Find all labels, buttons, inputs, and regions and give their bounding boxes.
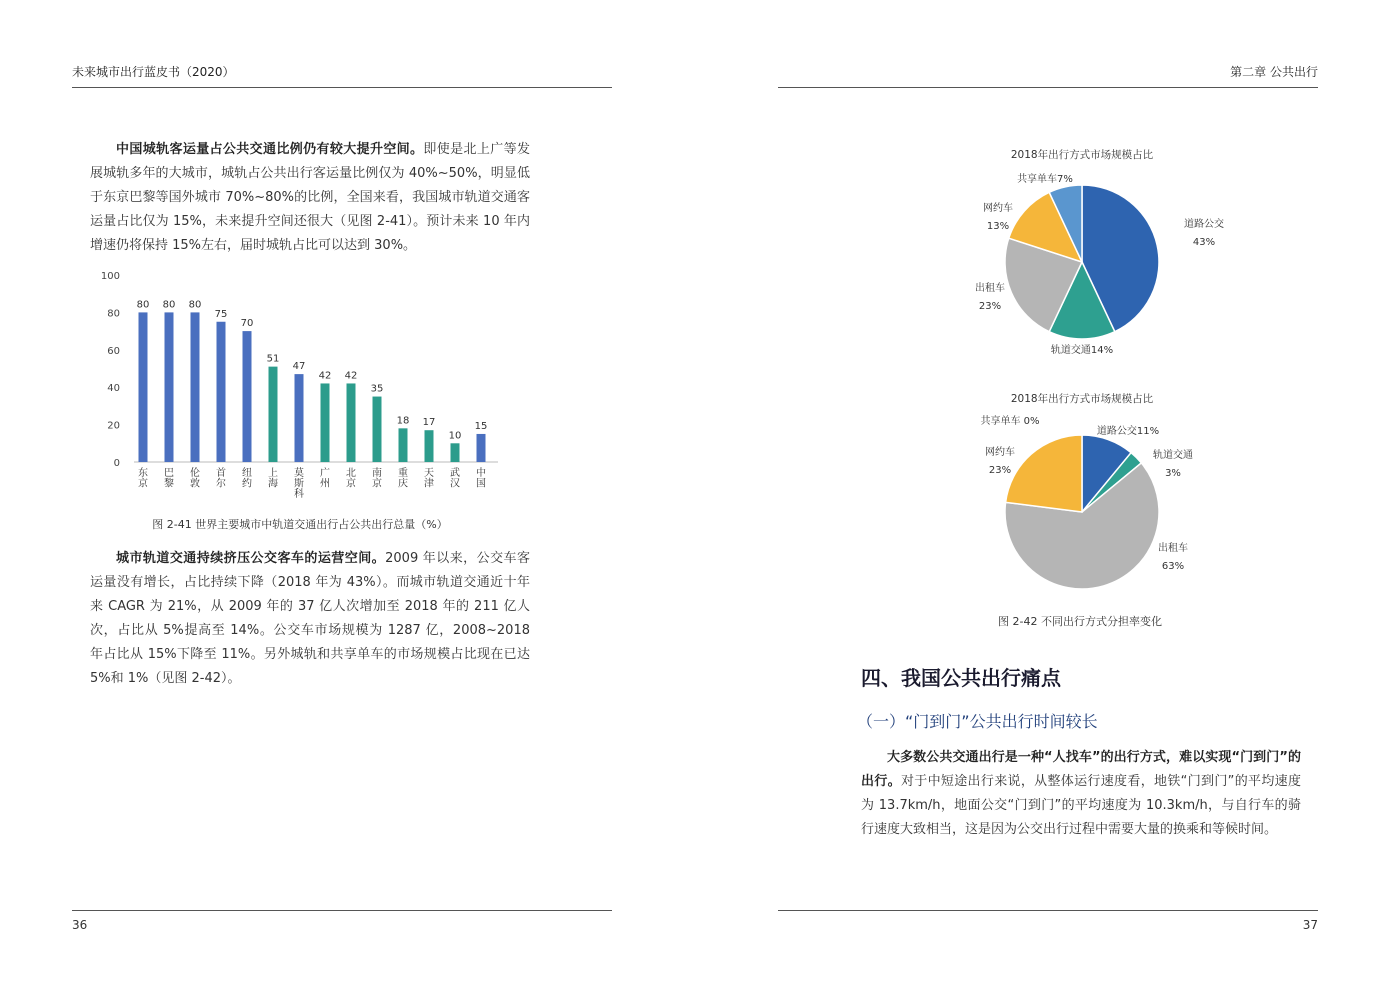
pie-slice-label: 共享单车7% bbox=[1017, 174, 1073, 185]
pie-slice-label: 网约车 13% bbox=[983, 203, 1013, 232]
y-tick-label: 80 bbox=[107, 308, 120, 320]
paragraph-2 bbox=[90, 547, 530, 691]
paragraph-2-lead: 城市轨道交通持续挤压公交客车的运营空间。 bbox=[116, 551, 386, 566]
figure-caption-2-42: 图 2-42 不同出行方式分担率变化 bbox=[998, 615, 1162, 628]
pie-slice-label: 道路公交11% bbox=[1096, 426, 1160, 437]
figure-caption-2-41: 图 2-41 世界主要城市中轨道交通出行占公共出行总量（%） bbox=[152, 518, 448, 531]
y-tick-label: 20 bbox=[107, 420, 120, 432]
pie-slice bbox=[1006, 435, 1082, 512]
bar bbox=[269, 367, 278, 462]
bar-value-label: 10 bbox=[448, 430, 462, 442]
subsection-title: （一）“门到门”公共出行时间较长 bbox=[857, 712, 1098, 731]
running-title: 第二章 公共出行 bbox=[1230, 65, 1318, 79]
pie-slice-label: 出租车 23% bbox=[975, 283, 1005, 312]
bar-value-label: 80 bbox=[136, 299, 150, 311]
paragraph-3-body: 对于中短途出行来说，从整体运行速度看，地铁“门到门”的平均速度为 13.7km/h，地面公交“门到门”的平均速度为 10.3km/h，与自行车的骑行速度大致相当，这是因为公交出行过程中需要大量的换乘和等候时间。 bbox=[861, 774, 1301, 837]
bar-value-label: 18 bbox=[396, 415, 410, 427]
bar bbox=[217, 322, 226, 462]
paragraph-1 bbox=[90, 138, 530, 258]
pie-slice-label: 轨道交通14% bbox=[1050, 345, 1114, 356]
paragraph-1-body: 即使是北上广等发展城轨多年的大城市，城轨占公共出行客运量比例仅为 40%~50%，明显低于东京巴黎等国外城市 70%~80%的比例，全国来看，我国城市轨道交通客运量占比仅为 15%，未来提升空间还很大（见图 2-41）。预计未来 10 年内增速仍将保持 15%左右，届时城轨占比可以达到 30%。 bbox=[90, 142, 530, 253]
bar bbox=[295, 374, 304, 462]
header-rule bbox=[72, 87, 612, 88]
x-tick-label: 首尔 bbox=[216, 468, 226, 490]
x-tick-label: 武汉 bbox=[450, 468, 460, 490]
bar-value-label: 70 bbox=[240, 318, 254, 330]
paragraph-2-body: 2009 年以来，公交车客运量没有增长，占比持续下降（2018 年为 43%）。而城市轨道交通近十年来 CAGR 为 21%，从 2009 年的 37 亿人次增加至 2018 年的 211 亿人次，占比从 5%提高至 14%。公交车市场规模为 1287 亿，2008~2018 年占比从 15%下降至 11%。另外城轨和共享单车的市场规模占比现在已达 5%和 1%（见图 2-42）。 bbox=[90, 551, 530, 686]
bar-value-label: 51 bbox=[266, 353, 280, 365]
bar-value-label: 15 bbox=[474, 420, 488, 432]
x-tick-label: 纽约 bbox=[242, 468, 252, 490]
pie-chart-2 bbox=[960, 384, 1260, 594]
page-number: 37 bbox=[1302, 918, 1318, 932]
bar bbox=[139, 312, 148, 462]
y-tick-label: 100 bbox=[100, 271, 120, 282]
bar bbox=[243, 331, 252, 462]
x-tick-label: 东京 bbox=[138, 468, 148, 490]
bar bbox=[347, 383, 356, 462]
x-tick-label: 北京 bbox=[346, 468, 356, 490]
page-number: 36 bbox=[72, 918, 88, 932]
x-tick-label: 上海 bbox=[268, 468, 278, 490]
running-title: 未来城市出行蓝皮书（2020） bbox=[72, 65, 235, 79]
bar bbox=[451, 443, 460, 462]
bar-value-label: 35 bbox=[370, 383, 384, 395]
bar bbox=[399, 428, 408, 462]
y-tick-label: 60 bbox=[107, 345, 120, 357]
bar bbox=[191, 312, 200, 462]
paragraph-3 bbox=[861, 746, 1301, 842]
pie-slice-label: 道路公交 43% bbox=[1184, 219, 1224, 248]
header-rule bbox=[778, 87, 1318, 88]
bar-value-label: 17 bbox=[422, 417, 436, 429]
pie-slice-label: 出租车 63% bbox=[1158, 543, 1188, 572]
bar-value-label: 42 bbox=[344, 370, 358, 382]
x-tick-label: 天津 bbox=[424, 468, 434, 490]
bar-value-label: 75 bbox=[214, 308, 228, 320]
pie-chart-1 bbox=[960, 140, 1260, 365]
x-tick-label: 广州 bbox=[320, 468, 330, 490]
paragraph-1-lead: 中国城轨客运量占公共交通比例仍有较大提升空间。 bbox=[116, 142, 424, 157]
bar bbox=[373, 397, 382, 462]
pie-slice-label: 轨道交通 3% bbox=[1153, 450, 1193, 479]
x-tick-label: 伦敦 bbox=[190, 468, 200, 490]
left-page bbox=[0, 0, 694, 982]
footer-rule bbox=[778, 910, 1318, 911]
pie-title: 2018年出行方式市场规模占比 bbox=[1010, 149, 1154, 161]
section-title: 四、我国公共出行痛点 bbox=[861, 666, 1061, 690]
y-tick-label: 0 bbox=[113, 458, 120, 469]
bar-chart bbox=[90, 262, 510, 498]
paragraph-3-lead: 大多数公共交通出行是一种“人找车”的出行方式，难以实现“门到门”的出行。 bbox=[861, 750, 1301, 789]
bar-value-label: 80 bbox=[188, 299, 202, 311]
bar bbox=[425, 430, 434, 462]
bar-value-label: 42 bbox=[318, 370, 332, 382]
y-tick-label: 40 bbox=[107, 383, 120, 395]
bar-value-label: 80 bbox=[162, 299, 176, 311]
footer-rule bbox=[72, 910, 612, 911]
x-tick-label: 莫斯科 bbox=[294, 468, 304, 498]
bar-value-label: 47 bbox=[292, 361, 306, 373]
pie-slice-label: 网约车 23% bbox=[985, 447, 1015, 476]
right-page bbox=[694, 0, 1390, 982]
bar bbox=[165, 312, 174, 462]
x-tick-label: 重庆 bbox=[398, 468, 408, 490]
pie-title: 2018年出行方式市场规模占比 bbox=[1010, 393, 1154, 405]
x-tick-label: 巴黎 bbox=[164, 468, 174, 490]
x-tick-label: 南京 bbox=[372, 468, 382, 490]
bar bbox=[321, 383, 330, 462]
bar bbox=[477, 434, 486, 462]
pie-slice-label: 共享单车 0% bbox=[980, 416, 1040, 427]
x-tick-label: 中国 bbox=[476, 468, 486, 490]
